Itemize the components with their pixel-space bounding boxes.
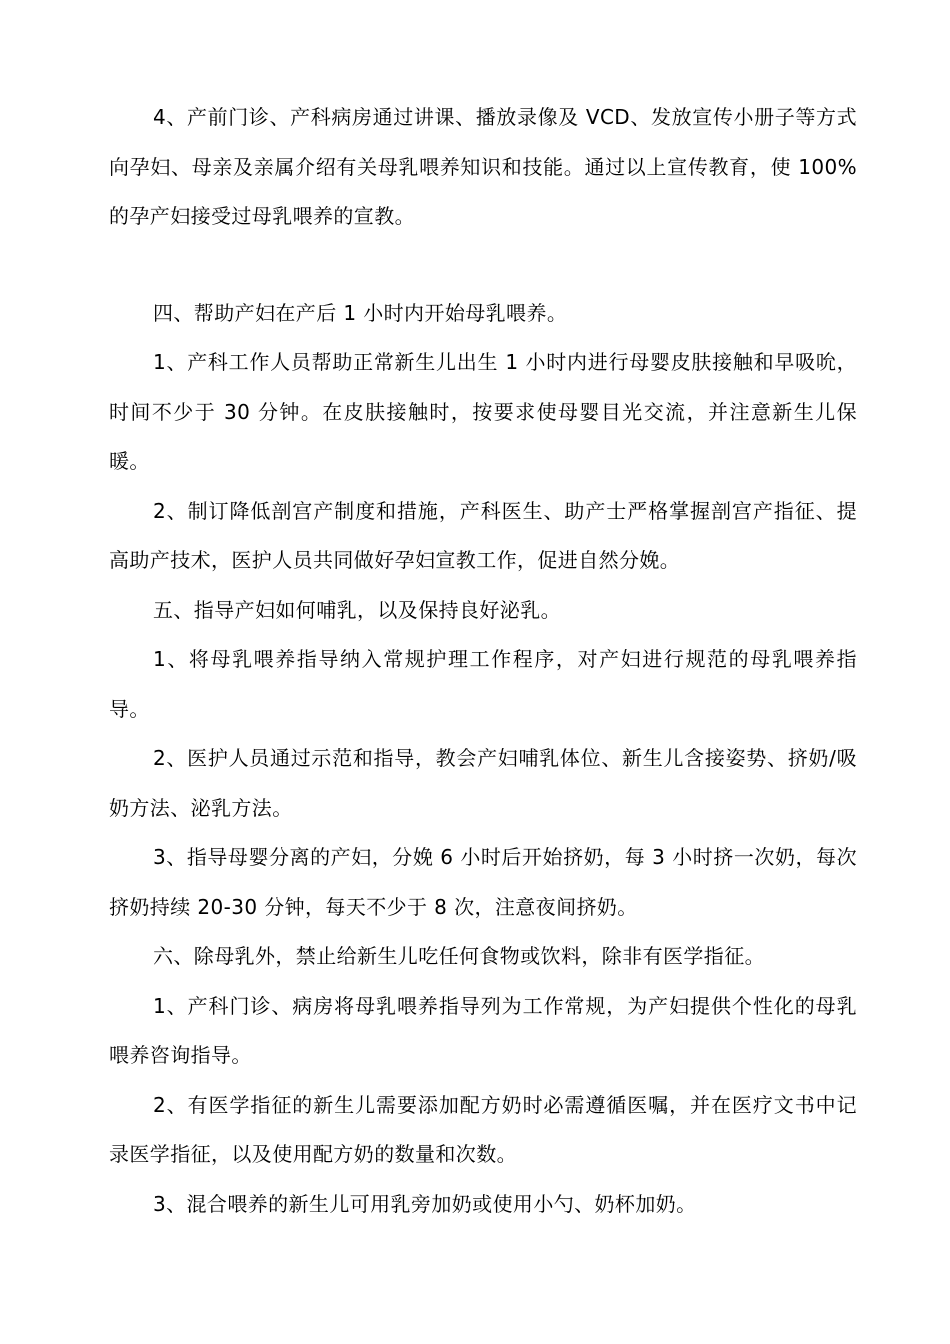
paragraph: 2、制订降低剖宫产制度和措施，产科医生、助产士严格掌握剖宫产指征、提高助产技术，医护人员共同做好孕妇宣教工作，促进自然分娩。 <box>109 498 857 572</box>
paragraph: 1、将母乳喂养指导纳入常规护理工作程序，对产妇进行规范的母乳喂养指导。 <box>109 647 857 721</box>
paragraph: 2、有医学指征的新生儿需要添加配方奶时必需遵循医嘱，并在医疗文书中记录医学指征，以及使用配方奶的数量和次数。 <box>109 1092 857 1166</box>
document-body <box>109 93 857 1229</box>
paragraph: 2、医护人员通过示范和指导，教会产妇哺乳体位、新生儿含接姿势、挤奶/吸奶方法、泌乳方法。 <box>109 746 857 820</box>
paragraph: 3、指导母婴分离的产妇，分娩 6 小时后开始挤奶，每 3 小时挤一次奶，每次挤奶持续 20-30 分钟，每天不少于 8 次，注意夜间挤奶。 <box>109 845 857 919</box>
paragraph: 1、产科工作人员帮助正常新生儿出生 1 小时内进行母婴皮肤接触和早吸吮，时间不少于 30 分钟。在皮肤接触时，按要求使母婴目光交流，并注意新生儿保暖。 <box>109 350 857 473</box>
paragraph: 3、混合喂养的新生儿可用乳旁加奶或使用小勺、奶杯加奶。 <box>153 1191 697 1216</box>
section-heading: 五、指导产妇如何哺乳，以及保持良好泌乳。 <box>153 597 561 622</box>
paragraph-spacer <box>109 242 857 289</box>
paragraph: 1、产科门诊、病房将母乳喂养指导列为工作常规，为产妇提供个性化的母乳喂养咨询指导。 <box>109 993 857 1067</box>
paragraph: 4、产前门诊、产科病房通过讲课、播放录像及 VCD、发放宣传小册子等方式向孕妇、母亲及亲属介绍有关母乳喂养知识和技能。通过以上宣传教育，使 100%的孕产妇接受过母乳喂养的宣教。 <box>109 105 858 228</box>
section-heading: 六、除母乳外，禁止给新生儿吃任何食物或饮料，除非有医学指征。 <box>153 944 765 968</box>
section-heading: 四、帮助产妇在产后 1 小时内开始母乳喂养。 <box>153 300 568 325</box>
